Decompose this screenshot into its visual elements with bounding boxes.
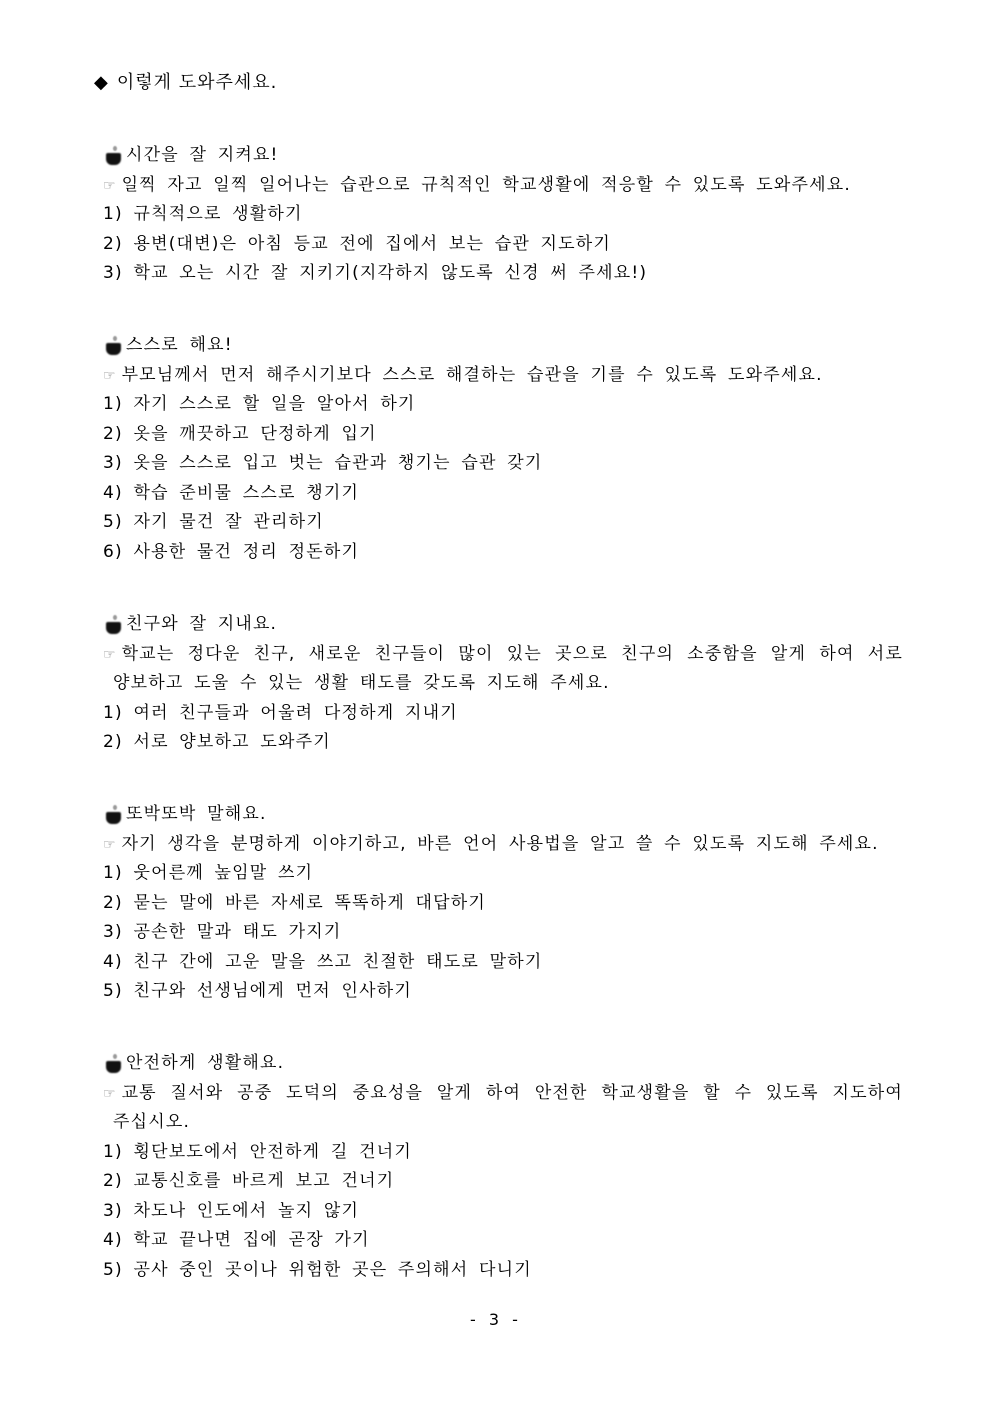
list-item: 2) 옷을 깨끗하고 단정하게 입기 xyxy=(103,423,377,444)
list-item: 3) 옷을 스스로 입고 벗는 습관과 챙기는 습관 갖기 xyxy=(103,453,543,473)
list-item: 3) 공손한 말과 태도 가지기 xyxy=(103,922,342,942)
list-item: 1) 웃어른께 높임말 쓰기 xyxy=(103,863,314,883)
list-item: 6) 사용한 물건 정리 정돈하기 xyxy=(103,541,360,562)
section-punctuality xyxy=(103,141,903,289)
section-friendship xyxy=(103,610,903,758)
coffee-cup-icon xyxy=(103,336,123,356)
pointing-hand-icon: ☞ xyxy=(103,1085,116,1102)
section-title: 시간을 잘 지켜요! xyxy=(103,141,903,171)
list-item: 5) 공사 중인 곳이나 위험한 곳은 주의해서 다니기 xyxy=(103,1259,532,1280)
section-self-reliance xyxy=(103,331,903,567)
list-item: 1) 여러 친구들과 어울려 다정하게 지내기 xyxy=(103,702,458,723)
list-item: 1) 규칙적으로 생활하기 xyxy=(103,204,303,224)
coffee-cup-icon xyxy=(103,805,123,825)
section-safety xyxy=(103,1049,903,1285)
section-description: ☞ 일찍 자고 일찍 일어나는 습관으로 규칙적인 학교생활에 적응할 수 있도록 도와주세요. xyxy=(103,171,903,201)
section-description: ☞ 학교는 정다운 친구, 새로운 친구들이 많이 있는 곳으로 친구의 소중함을 알게 하여 서로 xyxy=(103,640,903,670)
section-description: ☞ 자기 생각을 분명하게 이야기하고, 바른 언어 사용법을 알고 쓸 수 있도록 지도해 주세요. xyxy=(103,830,903,860)
section-description: ☞ 부모님께서 먼저 해주시기보다 스스로 해결하는 습관을 기를 수 있도록 도와주세요. xyxy=(103,361,903,391)
page-heading xyxy=(94,68,277,94)
list-item: 4) 친구 간에 고운 말을 쓰고 친절한 태도로 말하기 xyxy=(103,951,543,972)
section-title: 스스로 해요! xyxy=(103,331,903,361)
pointing-hand-icon: ☞ xyxy=(103,646,116,663)
pointing-hand-icon: ☞ xyxy=(103,367,116,384)
pointing-hand-icon: ☞ xyxy=(103,177,116,194)
section-speaking xyxy=(103,800,903,1007)
list-item: 5) 친구와 선생님에게 먼저 인사하기 xyxy=(103,981,412,1001)
section-description: ☞ 교통 질서와 공중 도덕의 중요성을 알게 하여 안전한 학교생활을 할 수 있도록 지도하여 xyxy=(103,1079,903,1109)
list-item: 3) 차도나 인도에서 놀지 않기 xyxy=(103,1200,360,1221)
pointing-hand-icon: ☞ xyxy=(103,836,116,853)
list-item: 2) 용변(대변)은 아침 등교 전에 집에서 보는 습관 지도하기 xyxy=(103,233,612,254)
list-item: 2) 교통신호를 바르게 보고 건너기 xyxy=(103,1171,395,1191)
page-number: - 3 - xyxy=(470,1310,522,1329)
list-item: 4) 학습 준비물 스스로 챙기기 xyxy=(103,482,360,503)
list-item: 5) 자기 물건 잘 관리하기 xyxy=(103,512,324,532)
coffee-cup-icon xyxy=(103,146,123,166)
section-description-continued: 주십시오. xyxy=(113,1112,191,1132)
coffee-cup-icon xyxy=(103,1054,123,1074)
heading-text: 이렇게 도와주세요. xyxy=(116,72,278,93)
list-item: 2) 서로 양보하고 도와주기 xyxy=(103,732,331,752)
list-item: 4) 학교 끝나면 집에 곧장 가기 xyxy=(103,1230,370,1250)
list-item: 1) 자기 스스로 할 일을 알아서 하기 xyxy=(103,394,416,414)
list-item: 2) 묻는 말에 바른 자세로 똑똑하게 대답하기 xyxy=(103,892,487,913)
section-title: 친구와 잘 지내요. xyxy=(103,610,903,640)
section-title: 또박또박 말해요. xyxy=(103,800,903,830)
diamond-bullet-icon: ◆ xyxy=(94,72,109,93)
list-item: 1) 횡단보도에서 안전하게 길 건너기 xyxy=(103,1141,412,1162)
coffee-cup-icon xyxy=(103,615,123,635)
list-item: 3) 학교 오는 시간 잘 지키기(지각하지 않도록 신경 써 주세요!) xyxy=(103,263,648,283)
section-title: 안전하게 생활해요. xyxy=(103,1049,903,1079)
section-description-continued: 양보하고 도울 수 있는 생활 태도를 갖도록 지도해 주세요. xyxy=(113,673,610,693)
